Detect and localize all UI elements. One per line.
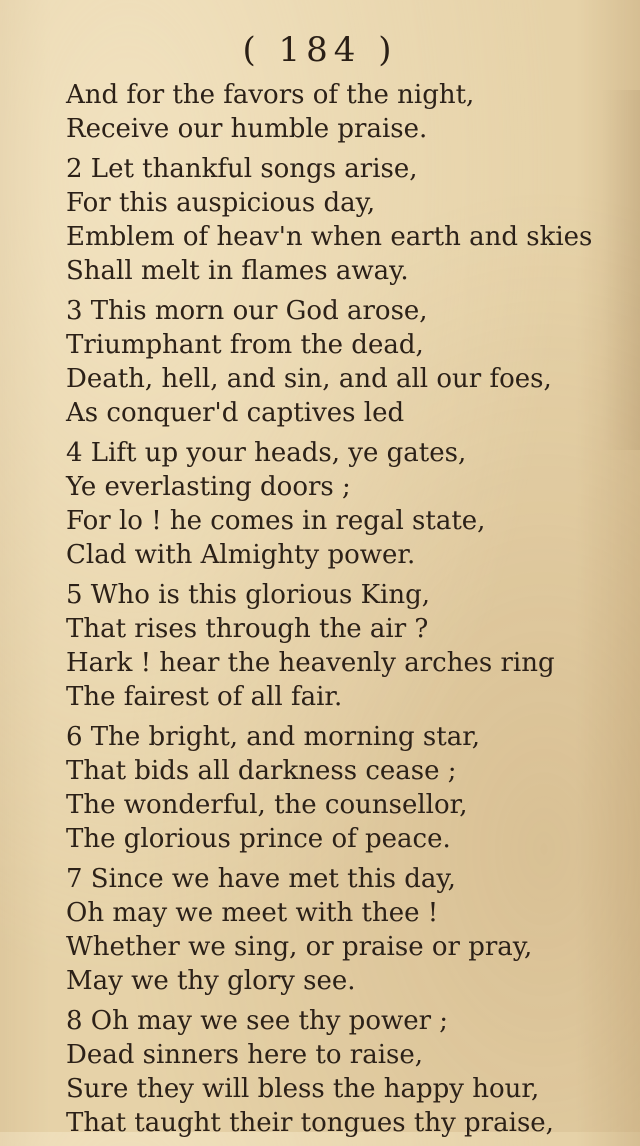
stanza-8	[66, 1004, 626, 1140]
verse-line: May we thy glory see.	[66, 966, 356, 996]
verse-line: Triumphant from the dead,	[66, 330, 424, 360]
verse-line: That rises through the air ?	[66, 614, 429, 644]
verse-line: 6 The bright, and morning star,	[66, 722, 481, 752]
verse-line: That taught their tongues thy praise,	[66, 1108, 554, 1138]
stanza-7	[66, 862, 626, 998]
stanza-5	[66, 578, 626, 714]
stanza-3	[66, 294, 626, 430]
verse-line: 5 Who is this glorious King,	[66, 580, 430, 610]
stanza-1	[66, 78, 626, 146]
verse-line: Death, hell, and sin, and all our foes,	[66, 364, 552, 394]
page-number: ( 184 )	[242, 30, 398, 70]
verse-line: Ye everlasting doors ;	[66, 472, 351, 502]
hymn-text	[66, 78, 626, 1146]
verse-line: Clad with Almighty power.	[66, 540, 416, 570]
verse-line: Shall melt in flames away.	[66, 256, 409, 286]
stanza-4	[66, 436, 626, 572]
verse-line: For lo ! he comes in regal state,	[66, 506, 486, 536]
verse-line: Receive our humble praise.	[66, 114, 428, 144]
verse-line: The fairest of all fair.	[66, 682, 343, 712]
stanza-2	[66, 152, 626, 288]
verse-line: Emblem of heav'n when earth and skies	[66, 222, 593, 252]
verse-line: Hark ! hear the heavenly arches ring	[66, 648, 555, 678]
verse-line: For this auspicious day,	[66, 188, 376, 218]
verse-line: And for the favors of the night,	[66, 80, 475, 110]
verse-line: That bids all darkness cease ;	[66, 756, 457, 786]
verse-line: 7 Since we have met this day,	[66, 864, 456, 894]
verse-line: Oh may we meet with thee !	[66, 898, 439, 928]
verse-line: 8 Oh may we see thy power ;	[66, 1006, 449, 1036]
verse-line: Whether we sing, or praise or pray,	[66, 932, 533, 962]
stanza-6	[66, 720, 626, 856]
verse-line: Dead sinners here to raise,	[66, 1040, 424, 1070]
verse-line: Sure they will bless the happy hour,	[66, 1074, 540, 1104]
verse-line: As conquer'd captives led	[66, 398, 405, 428]
verse-line: The glorious prince of peace.	[66, 824, 451, 854]
verse-line: 3 This morn our God arose,	[66, 296, 428, 326]
verse-line: 2 Let thankful songs arise,	[66, 154, 418, 184]
verse-line: 4 Lift up your heads, ye gates,	[66, 438, 467, 468]
verse-line: The wonderful, the counsellor,	[66, 790, 468, 820]
